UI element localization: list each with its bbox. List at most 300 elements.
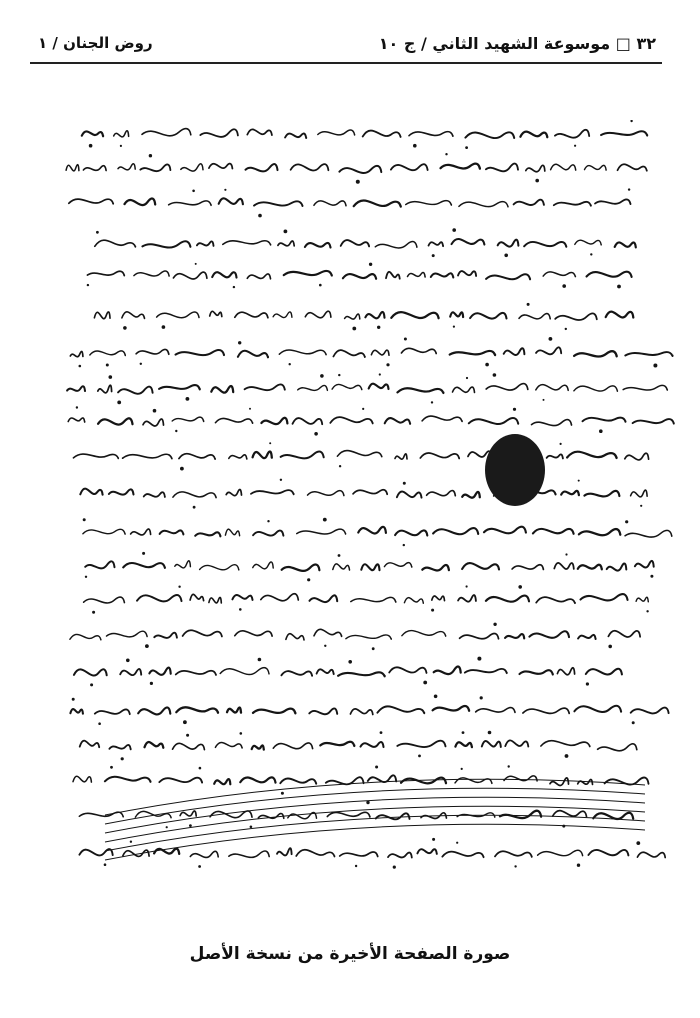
ink-dot (379, 373, 381, 375)
ink-stroke (469, 418, 518, 424)
ink-stroke (327, 812, 370, 817)
ink-stroke (391, 164, 428, 170)
ink-stroke (252, 745, 264, 749)
ink-dot (89, 144, 93, 148)
ink-stroke (377, 706, 424, 713)
ink-stroke (109, 745, 130, 749)
ink-dot (323, 518, 327, 522)
ink-dot (162, 325, 166, 329)
ink-dot (109, 375, 113, 379)
ink-stroke (209, 597, 221, 602)
ink-stroke (455, 742, 472, 747)
ink-dot (145, 644, 149, 648)
ink-stroke (486, 274, 530, 279)
ink-stroke (131, 529, 151, 535)
ink-stroke (138, 707, 170, 714)
ink-dot (195, 263, 197, 265)
ink-dot (434, 695, 438, 699)
handwritten-line (67, 373, 667, 404)
handwritten-line (83, 518, 672, 547)
ink-stroke (434, 667, 461, 675)
ink-dot (258, 214, 262, 218)
ink-stroke (581, 594, 628, 600)
ink-stroke (149, 668, 170, 675)
ink-stroke (575, 240, 601, 245)
ink-stroke (433, 528, 478, 534)
handwritten-line (73, 442, 648, 470)
ink-stroke (409, 132, 453, 137)
ink-stroke (210, 311, 222, 316)
ink-stroke (176, 671, 216, 675)
ink-dot (166, 826, 168, 828)
ink-stroke (486, 164, 518, 172)
ink-stroke (500, 811, 541, 818)
ink-dot (461, 768, 463, 770)
ink-stroke (176, 350, 225, 355)
ink-dot (514, 865, 516, 867)
ink-stroke (94, 312, 110, 319)
ink-stroke (543, 272, 575, 277)
ink-dot (239, 608, 242, 611)
ink-dot (565, 328, 567, 330)
ink-stroke (317, 669, 334, 674)
ink-stroke (554, 563, 574, 569)
ink-stroke (120, 669, 141, 675)
ink-dot (289, 363, 291, 365)
ink-stroke (442, 852, 483, 858)
ink-dot (183, 720, 187, 724)
ink-dot (403, 482, 406, 485)
ink-stroke (215, 742, 242, 747)
ink-stroke (291, 164, 329, 170)
ink-stroke (214, 779, 230, 784)
ink-stroke (122, 312, 145, 319)
ink-stroke (555, 130, 589, 138)
running-title: ٣٢ □ موسوعة الشهيد الثاني / ج ١٠ (378, 34, 656, 53)
ink-dot (518, 585, 522, 589)
ink-stroke (578, 565, 602, 570)
ink-stroke (358, 527, 386, 534)
handwritten-line (95, 228, 636, 257)
ink-stroke (397, 741, 445, 747)
ink-dot (590, 253, 592, 255)
ink-stroke (140, 164, 170, 171)
ink-stroke (422, 565, 449, 571)
ink-stroke (298, 385, 328, 390)
ink-stroke (123, 454, 172, 458)
ink-stroke (282, 564, 320, 570)
ink-stroke (495, 851, 532, 857)
ink-stroke (452, 239, 485, 245)
ink-stroke (455, 778, 492, 784)
ink-stroke (505, 634, 524, 638)
ink-dot (477, 657, 481, 661)
ink-stroke (532, 420, 572, 426)
ink-stroke (293, 418, 323, 424)
ink-stroke (526, 165, 545, 171)
ink-stroke (631, 708, 669, 714)
ink-stroke (588, 850, 628, 856)
ink-stroke (285, 134, 306, 138)
ink-stroke (333, 350, 365, 357)
ink-dot (120, 145, 122, 147)
ink-stroke (482, 741, 501, 747)
ink-stroke (145, 742, 164, 748)
ink-dot (650, 575, 653, 578)
ink-dot (513, 408, 516, 411)
ink-stroke (261, 418, 287, 424)
ink-stroke (253, 709, 295, 714)
ink-dot (198, 865, 201, 868)
ink-stroke (608, 631, 640, 637)
ink-dot (72, 698, 75, 701)
ink-stroke (458, 271, 476, 276)
ink-stroke (553, 811, 587, 817)
handwritten-line (70, 695, 668, 726)
ink-dot (565, 754, 569, 758)
ink-stroke (173, 743, 205, 749)
handwritten-line (74, 657, 622, 687)
ink-stroke (339, 166, 381, 173)
ink-stroke (210, 811, 252, 818)
ink-dot (319, 284, 322, 287)
ink-stroke (278, 241, 294, 246)
ink-dot (87, 284, 89, 286)
ink-stroke (200, 129, 238, 137)
ink-dot (92, 611, 95, 614)
ink-stroke (109, 489, 134, 494)
ink-stroke (246, 164, 278, 171)
ink-stroke (281, 671, 312, 676)
ink-dot (466, 585, 468, 587)
ink-dot (90, 683, 93, 686)
ink-dot (104, 863, 107, 866)
ink-dot (153, 409, 157, 413)
ink-dot (338, 374, 340, 376)
ink-stroke (574, 351, 617, 356)
ink-stroke (85, 561, 114, 568)
ink-stroke (197, 241, 214, 246)
ink-dot (96, 231, 99, 234)
ink-stroke (554, 202, 591, 206)
ink-stroke (190, 594, 204, 600)
ink-dot (646, 610, 648, 612)
ink-stroke (350, 709, 372, 715)
ink-stroke (200, 565, 239, 570)
ink-stroke (154, 633, 177, 638)
ink-stroke (397, 388, 443, 393)
ink-stroke (615, 242, 636, 247)
ink-stroke (519, 314, 550, 319)
ink-dot (117, 401, 121, 405)
ink-stroke (365, 312, 384, 318)
ink-stroke (70, 351, 83, 356)
ink-stroke (585, 165, 607, 170)
ink-stroke (273, 743, 312, 749)
ink-dot (562, 284, 566, 288)
handwritten-line (87, 263, 632, 289)
ink-stroke (212, 272, 236, 277)
ink-stroke (70, 709, 83, 714)
ink-stroke (351, 597, 396, 602)
ink-stroke (90, 351, 126, 356)
ink-stroke (504, 348, 525, 355)
ink-stroke (175, 561, 191, 568)
ink-stroke (395, 530, 427, 535)
ink-stroke (529, 631, 569, 638)
ink-dot (240, 732, 243, 735)
ink-stroke (635, 561, 654, 568)
ink-dot (130, 841, 132, 843)
ink-stroke (453, 387, 475, 392)
ink-dot (465, 146, 468, 149)
ink-stroke (297, 529, 346, 534)
ink-dot (508, 765, 510, 767)
ink-stroke (586, 669, 622, 675)
ink-dot (269, 442, 271, 444)
ink-stroke (229, 455, 247, 459)
ink-stroke (98, 385, 112, 393)
ink-stroke (223, 241, 271, 245)
ink-stroke (422, 416, 462, 421)
ink-dot (150, 682, 153, 685)
handwritten-line (80, 479, 647, 509)
ink-dot (366, 801, 369, 804)
ink-stroke (219, 198, 243, 204)
ink-stroke (450, 312, 463, 317)
ink-stroke (142, 241, 190, 247)
ink-stroke (309, 708, 337, 714)
ink-stroke (369, 384, 389, 389)
ink-stroke (211, 386, 233, 393)
ink-stroke (523, 708, 569, 713)
ink-stroke (95, 240, 136, 247)
ink-dot (577, 864, 580, 867)
ink-stroke (209, 164, 233, 169)
ink-dot (466, 377, 468, 379)
ink-dot (586, 682, 589, 685)
ink-stroke (135, 811, 171, 817)
ink-stroke (384, 563, 411, 567)
ink-stroke (512, 565, 543, 570)
ink-stroke (450, 351, 495, 355)
ink-stroke (514, 200, 544, 205)
ink-stroke (417, 849, 436, 854)
ink-stroke (98, 418, 132, 424)
ink-stroke (389, 667, 426, 673)
ink-stroke (277, 848, 292, 855)
ink-stroke (401, 348, 436, 353)
ink-stroke (254, 201, 303, 206)
ink-dot (314, 432, 318, 436)
ink-stroke (232, 595, 252, 600)
ink-dot (485, 363, 489, 367)
ink-dot (140, 363, 142, 365)
ink-stroke (286, 634, 304, 640)
ink-dot (375, 766, 378, 769)
ink-stroke (80, 741, 100, 748)
ink-stroke (84, 597, 125, 603)
ink-stroke (345, 314, 360, 319)
ink-dot (535, 179, 539, 183)
ink-dot (193, 506, 196, 509)
ink-dot (431, 401, 433, 403)
handwritten-line (69, 188, 631, 217)
strikethrough-stroke (105, 824, 645, 860)
ink-stroke (105, 777, 151, 782)
ink-stroke (118, 387, 153, 394)
ink-stroke (240, 777, 275, 782)
ink-stroke (245, 384, 285, 390)
ink-stroke (235, 312, 268, 318)
ink-dot (578, 480, 580, 482)
ink-stroke (555, 313, 597, 320)
ink-stroke (310, 595, 338, 602)
ink-stroke (462, 492, 480, 498)
ink-stroke (631, 490, 648, 497)
ink-stroke (404, 598, 423, 604)
ink-stroke (460, 634, 499, 639)
ink-dot (320, 374, 324, 378)
ink-stroke (235, 631, 272, 636)
ink-stroke (179, 454, 215, 459)
ink-dot (352, 327, 356, 331)
ink-stroke (305, 311, 331, 318)
ink-stroke (498, 240, 519, 247)
ink-dot (445, 153, 447, 155)
ink-dot (403, 544, 405, 546)
ink-stroke (346, 635, 391, 639)
ink-stroke (520, 670, 553, 674)
ink-stroke (314, 201, 346, 206)
ink-stroke (536, 597, 575, 603)
ink-dot (192, 190, 195, 193)
ink-dot (560, 443, 562, 445)
ink-dot (356, 180, 360, 184)
ink-dot (599, 429, 603, 433)
ink-stroke (159, 385, 200, 389)
ink-stroke (476, 708, 515, 713)
ink-dot (653, 364, 657, 368)
ink-stroke (427, 491, 456, 496)
ink-stroke (538, 850, 583, 855)
ink-stroke (279, 350, 326, 355)
ink-stroke (402, 631, 446, 637)
ink-stroke (618, 164, 647, 171)
ink-stroke (625, 530, 672, 537)
ink-stroke (338, 672, 385, 676)
handwritten-line (79, 838, 665, 869)
ink-dot (488, 731, 492, 735)
ink-dot (83, 518, 86, 521)
ink-stroke (340, 852, 378, 857)
handwritten-line (84, 585, 649, 614)
ink-stroke (247, 129, 272, 135)
ink-stroke (606, 312, 634, 318)
ink-stroke (70, 634, 101, 639)
handwritten-line (70, 337, 672, 368)
figure-caption: صورة الصفحة الأخيرة من نسخة الأصل (189, 944, 511, 964)
ink-stroke (261, 594, 299, 601)
ink-dot (632, 721, 635, 724)
ink-dot (267, 520, 269, 522)
ink-stroke (318, 130, 355, 135)
ink-dot (418, 755, 421, 758)
ink-stroke (284, 271, 332, 276)
ink-stroke (486, 384, 528, 390)
ink-stroke (574, 706, 621, 712)
ink-stroke (220, 668, 269, 675)
ink-dot (432, 254, 435, 257)
ink-dot (640, 505, 642, 507)
handwritten-line (85, 552, 654, 582)
ink-dot (480, 696, 483, 699)
ink-stroke (215, 418, 252, 423)
ink-stroke (441, 164, 480, 169)
ink-stroke (87, 271, 124, 275)
handwritten-line (82, 120, 647, 149)
ink-dot (79, 365, 82, 368)
ink-dot (106, 364, 109, 367)
page-header (30, 30, 662, 64)
ink-stroke (625, 352, 672, 356)
ink-stroke (280, 779, 316, 784)
ink-stroke (95, 709, 130, 714)
ink-dot (355, 865, 357, 867)
ink-dot (123, 326, 127, 330)
ink-stroke (431, 273, 454, 277)
ink-stroke (408, 272, 426, 277)
ink-stroke (173, 272, 207, 279)
ink-stroke (73, 454, 118, 458)
ink-dot (307, 578, 310, 581)
ink-dot (175, 430, 177, 432)
ink-dot (625, 520, 628, 523)
ink-stroke (550, 778, 569, 786)
ink-stroke (332, 384, 362, 389)
ink-dot (413, 144, 417, 148)
ink-stroke (134, 271, 169, 276)
ink-stroke (486, 596, 529, 602)
ink-dot (348, 660, 352, 664)
ink-stroke (190, 851, 218, 857)
ink-dot (380, 731, 383, 734)
ink-dot (453, 326, 455, 328)
ink-stroke (587, 272, 632, 277)
ink-dot (149, 154, 152, 157)
ink-stroke (465, 132, 514, 138)
ink-stroke (406, 201, 452, 205)
ink-stroke (176, 707, 218, 712)
ink-dot (608, 645, 612, 649)
ink-dot (393, 866, 396, 869)
ink-dot (377, 326, 380, 329)
ink-stroke (238, 351, 268, 358)
ink-stroke (375, 242, 417, 248)
ink-dot (543, 399, 545, 401)
section-title: روض الجنان / ١ (38, 34, 153, 52)
ink-stroke (181, 164, 203, 171)
ink-dot (493, 373, 497, 377)
ink-dot (224, 189, 226, 191)
ink-stroke (505, 740, 528, 746)
ink-stroke (125, 198, 156, 205)
ink-stroke (74, 669, 107, 675)
ink-dot (233, 286, 235, 288)
ink-stroke (83, 166, 106, 171)
ink-stroke (584, 491, 619, 497)
ink-stroke (308, 491, 344, 496)
